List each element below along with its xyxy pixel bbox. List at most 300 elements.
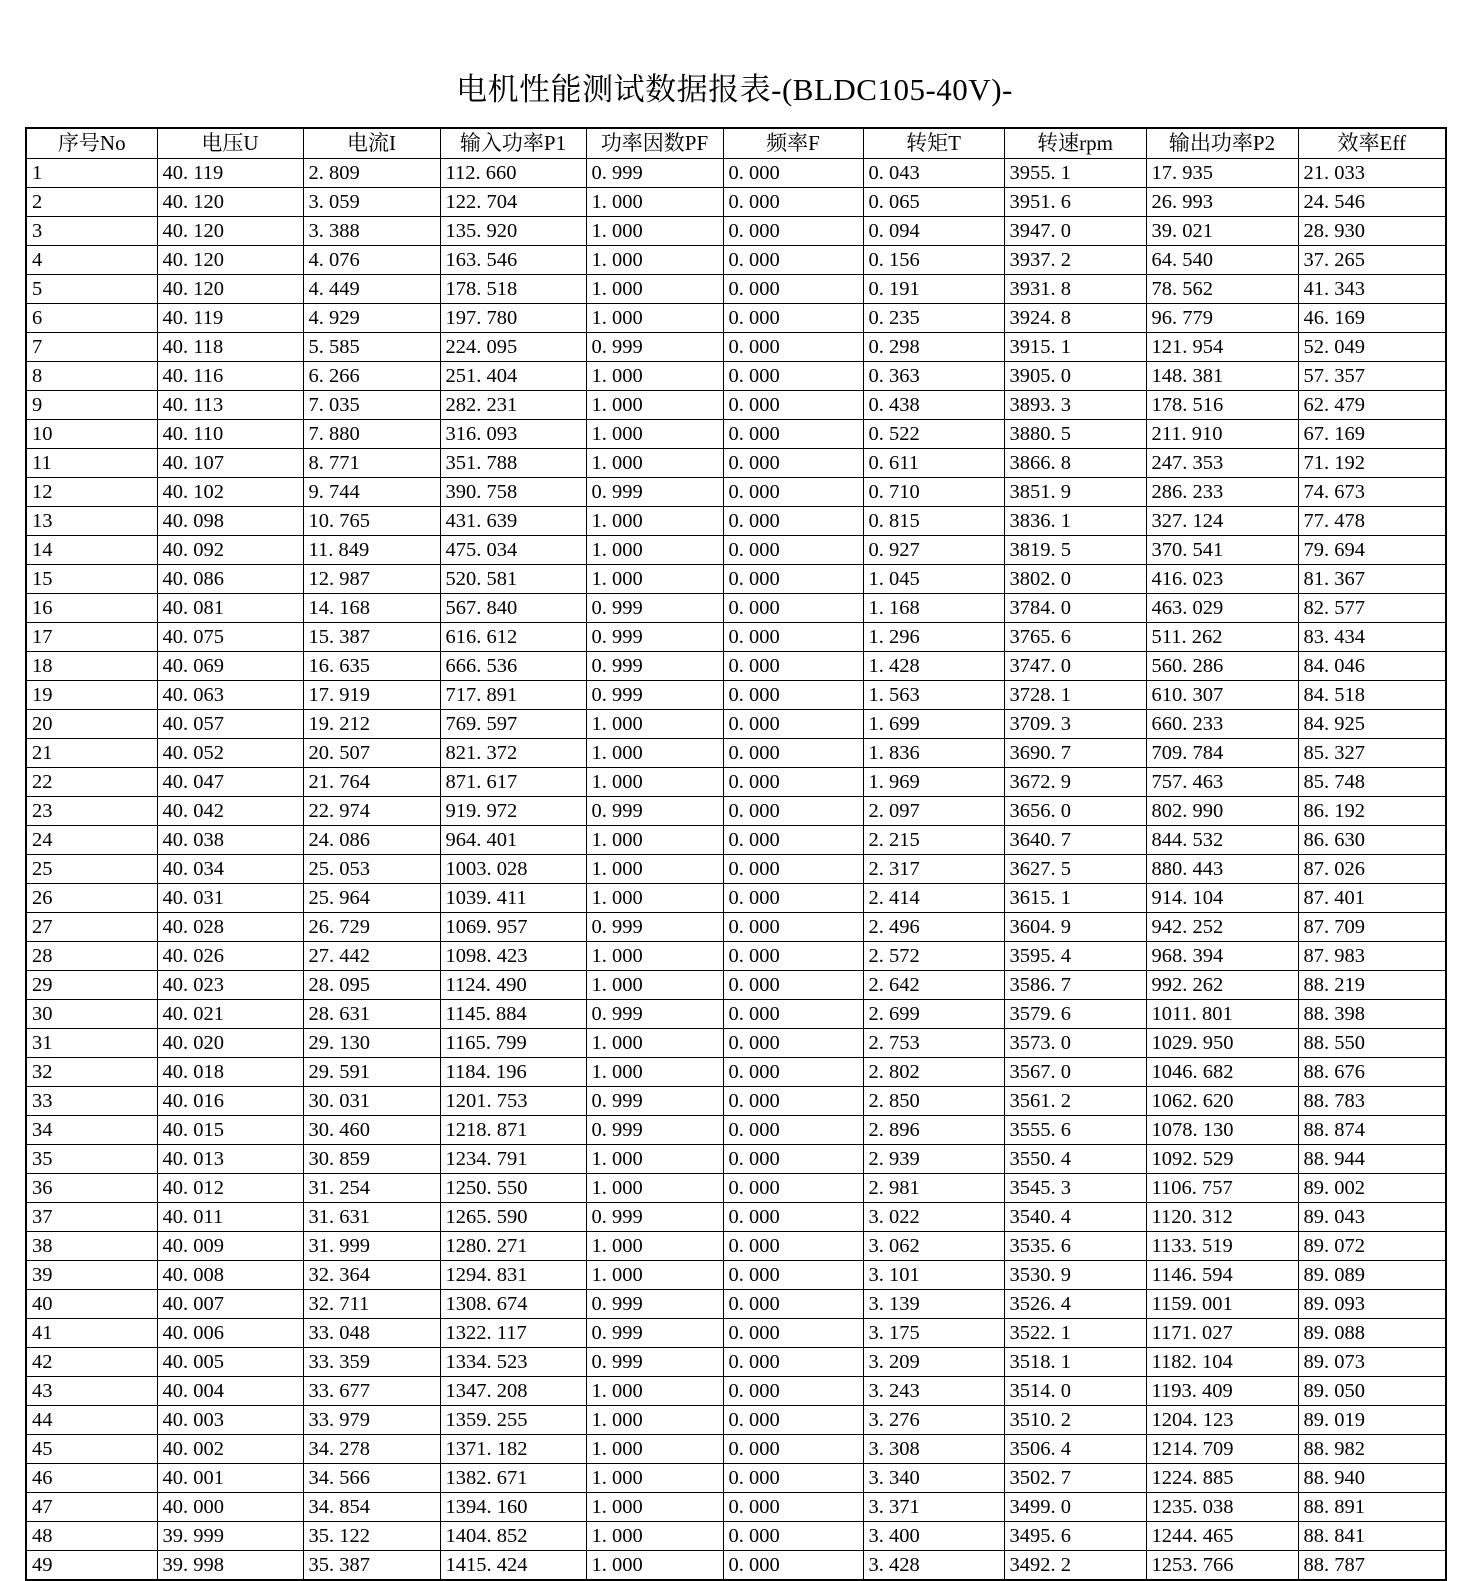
table-row (26, 1261, 1446, 1290)
data-cell: 31. 254 (303, 1174, 440, 1203)
data-cell: 1204. 123 (1146, 1406, 1298, 1435)
data-cell: 3526. 4 (1004, 1290, 1146, 1319)
data-cell: 3579. 6 (1004, 1000, 1146, 1029)
data-cell: 709. 784 (1146, 739, 1298, 768)
data-cell: 1171. 027 (1146, 1319, 1298, 1348)
motor-performance-table (25, 127, 1447, 1581)
data-cell: 3604. 9 (1004, 913, 1146, 942)
data-cell: 610. 307 (1146, 681, 1298, 710)
data-cell: 87. 983 (1298, 942, 1446, 971)
data-cell: 0. 000 (723, 884, 863, 913)
data-cell: 0. 000 (723, 449, 863, 478)
data-cell: 3573. 0 (1004, 1029, 1146, 1058)
row-index-cell: 34 (26, 1116, 157, 1145)
data-cell: 163. 546 (440, 246, 586, 275)
data-cell: 3931. 8 (1004, 275, 1146, 304)
data-cell: 3851. 9 (1004, 478, 1146, 507)
data-cell: 28. 631 (303, 1000, 440, 1029)
data-cell: 3947. 0 (1004, 217, 1146, 246)
data-cell: 463. 029 (1146, 594, 1298, 623)
data-cell: 40. 110 (157, 420, 303, 449)
data-cell: 224. 095 (440, 333, 586, 362)
data-cell: 34. 854 (303, 1493, 440, 1522)
table-header-row (26, 128, 1446, 159)
data-cell: 40. 015 (157, 1116, 303, 1145)
data-cell: 26. 993 (1146, 188, 1298, 217)
data-cell: 4. 449 (303, 275, 440, 304)
data-cell: 40. 023 (157, 971, 303, 1000)
data-cell: 520. 581 (440, 565, 586, 594)
data-cell: 1. 000 (586, 275, 723, 304)
data-cell: 24. 546 (1298, 188, 1446, 217)
data-cell: 0. 000 (723, 420, 863, 449)
data-cell: 0. 000 (723, 1116, 863, 1145)
row-index-cell: 10 (26, 420, 157, 449)
data-cell: 21. 764 (303, 768, 440, 797)
row-index-cell: 41 (26, 1319, 157, 1348)
data-cell: 3518. 1 (1004, 1348, 1146, 1377)
data-cell: 39. 998 (157, 1551, 303, 1581)
data-cell: 0. 000 (723, 623, 863, 652)
data-cell: 1069. 957 (440, 913, 586, 942)
data-cell: 1184. 196 (440, 1058, 586, 1087)
data-cell: 0. 000 (723, 594, 863, 623)
data-cell: 1. 000 (586, 1435, 723, 1464)
data-cell: 88. 841 (1298, 1522, 1446, 1551)
data-cell: 3. 059 (303, 188, 440, 217)
data-cell: 0. 999 (586, 1116, 723, 1145)
data-cell: 3. 175 (863, 1319, 1004, 1348)
data-cell: 0. 000 (723, 1145, 863, 1174)
data-cell: 1039. 411 (440, 884, 586, 913)
data-cell: 89. 043 (1298, 1203, 1446, 1232)
data-cell: 416. 023 (1146, 565, 1298, 594)
data-cell: 871. 617 (440, 768, 586, 797)
data-cell: 15. 387 (303, 623, 440, 652)
data-cell: 35. 387 (303, 1551, 440, 1581)
data-cell: 3. 428 (863, 1551, 1004, 1581)
data-cell: 0. 363 (863, 362, 1004, 391)
data-cell: 0. 000 (723, 246, 863, 275)
table-row (26, 942, 1446, 971)
data-cell: 37. 265 (1298, 246, 1446, 275)
data-cell: 3905. 0 (1004, 362, 1146, 391)
data-cell: 616. 612 (440, 623, 586, 652)
data-cell: 3819. 5 (1004, 536, 1146, 565)
data-cell: 32. 364 (303, 1261, 440, 1290)
data-cell: 3506. 4 (1004, 1435, 1146, 1464)
table-row (26, 420, 1446, 449)
data-cell: 4. 929 (303, 304, 440, 333)
data-cell: 3. 388 (303, 217, 440, 246)
data-cell: 1322. 117 (440, 1319, 586, 1348)
data-cell: 1124. 490 (440, 971, 586, 1000)
row-index-cell: 2 (26, 188, 157, 217)
data-cell: 251. 404 (440, 362, 586, 391)
data-cell: 3924. 8 (1004, 304, 1146, 333)
data-cell: 1. 000 (586, 1145, 723, 1174)
data-cell: 40. 021 (157, 1000, 303, 1029)
row-index-cell: 7 (26, 333, 157, 362)
data-cell: 1382. 671 (440, 1464, 586, 1493)
data-cell: 40. 113 (157, 391, 303, 420)
data-cell: 22. 974 (303, 797, 440, 826)
table-header (26, 128, 1446, 159)
data-table-container (25, 127, 1445, 1581)
data-cell: 79. 694 (1298, 536, 1446, 565)
data-cell: 1214. 709 (1146, 1435, 1298, 1464)
data-cell: 0. 000 (723, 681, 863, 710)
data-cell: 27. 442 (303, 942, 440, 971)
data-cell: 148. 381 (1146, 362, 1298, 391)
data-cell: 112. 660 (440, 159, 586, 188)
data-cell: 40. 016 (157, 1087, 303, 1116)
data-cell: 1. 000 (586, 1377, 723, 1406)
data-cell: 1. 000 (586, 942, 723, 971)
data-cell: 802. 990 (1146, 797, 1298, 826)
row-index-cell: 11 (26, 449, 157, 478)
data-cell: 40. 120 (157, 188, 303, 217)
table-row (26, 478, 1446, 507)
row-index-cell: 45 (26, 1435, 157, 1464)
data-cell: 0. 065 (863, 188, 1004, 217)
row-index-cell: 42 (26, 1348, 157, 1377)
row-index-cell: 47 (26, 1493, 157, 1522)
data-cell: 40. 081 (157, 594, 303, 623)
data-cell: 0. 000 (723, 1377, 863, 1406)
data-cell: 821. 372 (440, 739, 586, 768)
data-cell: 3535. 6 (1004, 1232, 1146, 1261)
data-cell: 0. 000 (723, 1406, 863, 1435)
data-cell: 1. 000 (586, 420, 723, 449)
data-cell: 88. 982 (1298, 1435, 1446, 1464)
data-cell: 560. 286 (1146, 652, 1298, 681)
data-cell: 390. 758 (440, 478, 586, 507)
data-cell: 64. 540 (1146, 246, 1298, 275)
table-row (26, 333, 1446, 362)
data-cell: 122. 704 (440, 188, 586, 217)
data-cell: 32. 711 (303, 1290, 440, 1319)
data-cell: 40. 075 (157, 623, 303, 652)
data-cell: 40. 000 (157, 1493, 303, 1522)
data-cell: 33. 677 (303, 1377, 440, 1406)
row-index-cell: 44 (26, 1406, 157, 1435)
data-cell: 1. 836 (863, 739, 1004, 768)
row-index-cell: 24 (26, 826, 157, 855)
data-cell: 40. 098 (157, 507, 303, 536)
data-cell: 0. 000 (723, 739, 863, 768)
data-cell: 40. 011 (157, 1203, 303, 1232)
table-row (26, 188, 1446, 217)
data-cell: 0. 000 (723, 1551, 863, 1581)
data-cell: 0. 999 (586, 594, 723, 623)
data-cell: 3951. 6 (1004, 188, 1146, 217)
data-cell: 30. 859 (303, 1145, 440, 1174)
data-cell: 0. 999 (586, 478, 723, 507)
data-cell: 0. 000 (723, 1522, 863, 1551)
data-cell: 0. 000 (723, 478, 863, 507)
data-cell: 3627. 5 (1004, 855, 1146, 884)
data-cell: 0. 999 (586, 652, 723, 681)
data-cell: 81. 367 (1298, 565, 1446, 594)
data-cell: 35. 122 (303, 1522, 440, 1551)
data-cell: 3530. 9 (1004, 1261, 1146, 1290)
data-cell: 2. 981 (863, 1174, 1004, 1203)
data-cell: 0. 000 (723, 710, 863, 739)
data-cell: 0. 522 (863, 420, 1004, 449)
row-index-cell: 46 (26, 1464, 157, 1493)
data-cell: 660. 233 (1146, 710, 1298, 739)
data-cell: 0. 999 (586, 623, 723, 652)
table-row (26, 913, 1446, 942)
data-cell: 88. 874 (1298, 1116, 1446, 1145)
data-cell: 3784. 0 (1004, 594, 1146, 623)
data-cell: 3. 371 (863, 1493, 1004, 1522)
table-row (26, 710, 1446, 739)
row-index-cell: 38 (26, 1232, 157, 1261)
data-cell: 2. 896 (863, 1116, 1004, 1145)
data-cell: 40. 013 (157, 1145, 303, 1174)
data-cell: 40. 119 (157, 304, 303, 333)
data-cell: 880. 443 (1146, 855, 1298, 884)
table-row (26, 1348, 1446, 1377)
data-cell: 89. 093 (1298, 1290, 1446, 1319)
data-cell: 0. 000 (723, 362, 863, 391)
table-row (26, 1551, 1446, 1581)
data-cell: 2. 939 (863, 1145, 1004, 1174)
data-cell: 40. 005 (157, 1348, 303, 1377)
data-cell: 40. 120 (157, 246, 303, 275)
page-title: 电机性能测试数据报表-(BLDC105-40V)- (456, 72, 1013, 107)
data-cell: 3690. 7 (1004, 739, 1146, 768)
data-cell: 3. 062 (863, 1232, 1004, 1261)
row-index-cell: 33 (26, 1087, 157, 1116)
data-cell: 2. 414 (863, 884, 1004, 913)
data-cell: 40. 001 (157, 1464, 303, 1493)
row-index-cell: 49 (26, 1551, 157, 1581)
data-cell: 1. 000 (586, 710, 723, 739)
data-cell: 1244. 465 (1146, 1522, 1298, 1551)
data-cell: 282. 231 (440, 391, 586, 420)
data-cell: 3. 400 (863, 1522, 1004, 1551)
data-cell: 3492. 2 (1004, 1551, 1146, 1581)
table-row (26, 246, 1446, 275)
data-cell: 1. 000 (586, 971, 723, 1000)
data-cell: 3672. 9 (1004, 768, 1146, 797)
data-cell: 844. 532 (1146, 826, 1298, 855)
data-cell: 1. 000 (586, 362, 723, 391)
data-cell: 40. 120 (157, 217, 303, 246)
data-cell: 88. 676 (1298, 1058, 1446, 1087)
column-header: 输出功率P2 (1146, 128, 1298, 159)
row-index-cell: 23 (26, 797, 157, 826)
data-cell: 1. 000 (586, 1522, 723, 1551)
data-cell: 1159. 001 (1146, 1290, 1298, 1319)
data-cell: 8. 771 (303, 449, 440, 478)
table-row (26, 362, 1446, 391)
data-cell: 666. 536 (440, 652, 586, 681)
data-cell: 919. 972 (440, 797, 586, 826)
data-cell: 511. 262 (1146, 623, 1298, 652)
data-cell: 83. 434 (1298, 623, 1446, 652)
data-cell: 1098. 423 (440, 942, 586, 971)
data-cell: 89. 073 (1298, 1348, 1446, 1377)
data-cell: 28. 095 (303, 971, 440, 1000)
data-cell: 14. 168 (303, 594, 440, 623)
data-cell: 29. 591 (303, 1058, 440, 1087)
data-cell: 0. 000 (723, 1232, 863, 1261)
data-cell: 0. 000 (723, 507, 863, 536)
row-index-cell: 16 (26, 594, 157, 623)
data-cell: 3586. 7 (1004, 971, 1146, 1000)
data-cell: 3880. 5 (1004, 420, 1146, 449)
data-cell: 2. 642 (863, 971, 1004, 1000)
data-cell: 370. 541 (1146, 536, 1298, 565)
data-cell: 39. 999 (157, 1522, 303, 1551)
data-cell: 86. 630 (1298, 826, 1446, 855)
row-index-cell: 6 (26, 304, 157, 333)
data-cell: 0. 000 (723, 1261, 863, 1290)
data-cell: 57. 357 (1298, 362, 1446, 391)
data-cell: 3893. 3 (1004, 391, 1146, 420)
data-cell: 40. 012 (157, 1174, 303, 1203)
data-cell: 40. 031 (157, 884, 303, 913)
data-cell: 0. 999 (586, 1290, 723, 1319)
data-cell: 0. 235 (863, 304, 1004, 333)
data-cell: 1. 000 (586, 884, 723, 913)
column-header: 电压U (157, 128, 303, 159)
data-cell: 1253. 766 (1146, 1551, 1298, 1581)
data-cell: 62. 479 (1298, 391, 1446, 420)
data-cell: 1. 428 (863, 652, 1004, 681)
data-cell: 3. 308 (863, 1435, 1004, 1464)
data-cell: 40. 092 (157, 536, 303, 565)
table-body (26, 159, 1446, 1581)
data-cell: 3866. 8 (1004, 449, 1146, 478)
table-row (26, 855, 1446, 884)
table-row (26, 1493, 1446, 1522)
data-cell: 28. 930 (1298, 217, 1446, 246)
data-cell: 1. 000 (586, 449, 723, 478)
data-cell: 2. 097 (863, 797, 1004, 826)
data-cell: 78. 562 (1146, 275, 1298, 304)
row-index-cell: 18 (26, 652, 157, 681)
data-cell: 40. 063 (157, 681, 303, 710)
table-row (26, 739, 1446, 768)
table-row (26, 826, 1446, 855)
data-cell: 89. 050 (1298, 1377, 1446, 1406)
data-cell: 16. 635 (303, 652, 440, 681)
data-cell: 0. 000 (723, 217, 863, 246)
table-row (26, 1029, 1446, 1058)
data-cell: 431. 639 (440, 507, 586, 536)
data-cell: 89. 002 (1298, 1174, 1446, 1203)
data-cell: 89. 089 (1298, 1261, 1446, 1290)
data-cell: 88. 787 (1298, 1551, 1446, 1581)
data-cell: 5. 585 (303, 333, 440, 362)
data-cell: 17. 935 (1146, 159, 1298, 188)
data-cell: 40. 008 (157, 1261, 303, 1290)
data-cell: 88. 940 (1298, 1464, 1446, 1493)
data-cell: 40. 028 (157, 913, 303, 942)
data-cell: 40. 107 (157, 449, 303, 478)
data-cell: 1265. 590 (440, 1203, 586, 1232)
data-cell: 86. 192 (1298, 797, 1446, 826)
row-index-cell: 22 (26, 768, 157, 797)
column-header: 功率因数PF (586, 128, 723, 159)
data-cell: 942. 252 (1146, 913, 1298, 942)
table-row (26, 275, 1446, 304)
row-index-cell: 20 (26, 710, 157, 739)
data-cell: 1. 000 (586, 1058, 723, 1087)
data-cell: 3765. 6 (1004, 623, 1146, 652)
data-cell: 1218. 871 (440, 1116, 586, 1145)
data-cell: 2. 572 (863, 942, 1004, 971)
data-cell: 31. 999 (303, 1232, 440, 1261)
data-cell: 40. 038 (157, 826, 303, 855)
data-cell: 769. 597 (440, 710, 586, 739)
data-cell: 17. 919 (303, 681, 440, 710)
data-cell: 1. 000 (586, 855, 723, 884)
data-cell: 1120. 312 (1146, 1203, 1298, 1232)
row-index-cell: 35 (26, 1145, 157, 1174)
data-cell: 1. 000 (586, 1261, 723, 1290)
column-header: 序号No (26, 128, 157, 159)
data-cell: 1404. 852 (440, 1522, 586, 1551)
data-cell: 0. 156 (863, 246, 1004, 275)
data-cell: 0. 000 (723, 1029, 863, 1058)
row-index-cell: 9 (26, 391, 157, 420)
data-cell: 0. 999 (586, 1319, 723, 1348)
data-cell: 1235. 038 (1146, 1493, 1298, 1522)
data-cell: 0. 000 (723, 188, 863, 217)
data-cell: 1. 000 (586, 1551, 723, 1581)
data-cell: 87. 401 (1298, 884, 1446, 913)
data-cell: 1. 000 (586, 246, 723, 275)
data-cell: 84. 046 (1298, 652, 1446, 681)
data-cell: 74. 673 (1298, 478, 1446, 507)
data-cell: 717. 891 (440, 681, 586, 710)
data-cell: 1193. 409 (1146, 1377, 1298, 1406)
data-cell: 211. 910 (1146, 420, 1298, 449)
data-cell: 0. 999 (586, 1348, 723, 1377)
data-cell: 3802. 0 (1004, 565, 1146, 594)
data-cell: 0. 999 (586, 1087, 723, 1116)
data-cell: 1182. 104 (1146, 1348, 1298, 1377)
data-cell: 0. 000 (723, 652, 863, 681)
data-cell: 3. 243 (863, 1377, 1004, 1406)
table-row (26, 1232, 1446, 1261)
data-cell: 1371. 182 (440, 1435, 586, 1464)
data-cell: 89. 088 (1298, 1319, 1446, 1348)
data-cell: 135. 920 (440, 217, 586, 246)
data-cell: 7. 035 (303, 391, 440, 420)
data-cell: 286. 233 (1146, 478, 1298, 507)
data-cell: 40. 119 (157, 159, 303, 188)
column-header: 效率Eff (1298, 128, 1446, 159)
row-index-cell: 15 (26, 565, 157, 594)
data-cell: 40. 006 (157, 1319, 303, 1348)
data-cell: 0. 000 (723, 159, 863, 188)
data-cell: 40. 047 (157, 768, 303, 797)
data-cell: 197. 780 (440, 304, 586, 333)
data-cell: 3728. 1 (1004, 681, 1146, 710)
data-cell: 3. 209 (863, 1348, 1004, 1377)
table-row (26, 1435, 1446, 1464)
data-cell: 992. 262 (1146, 971, 1298, 1000)
data-cell: 1234. 791 (440, 1145, 586, 1174)
data-cell: 0. 000 (723, 1435, 863, 1464)
